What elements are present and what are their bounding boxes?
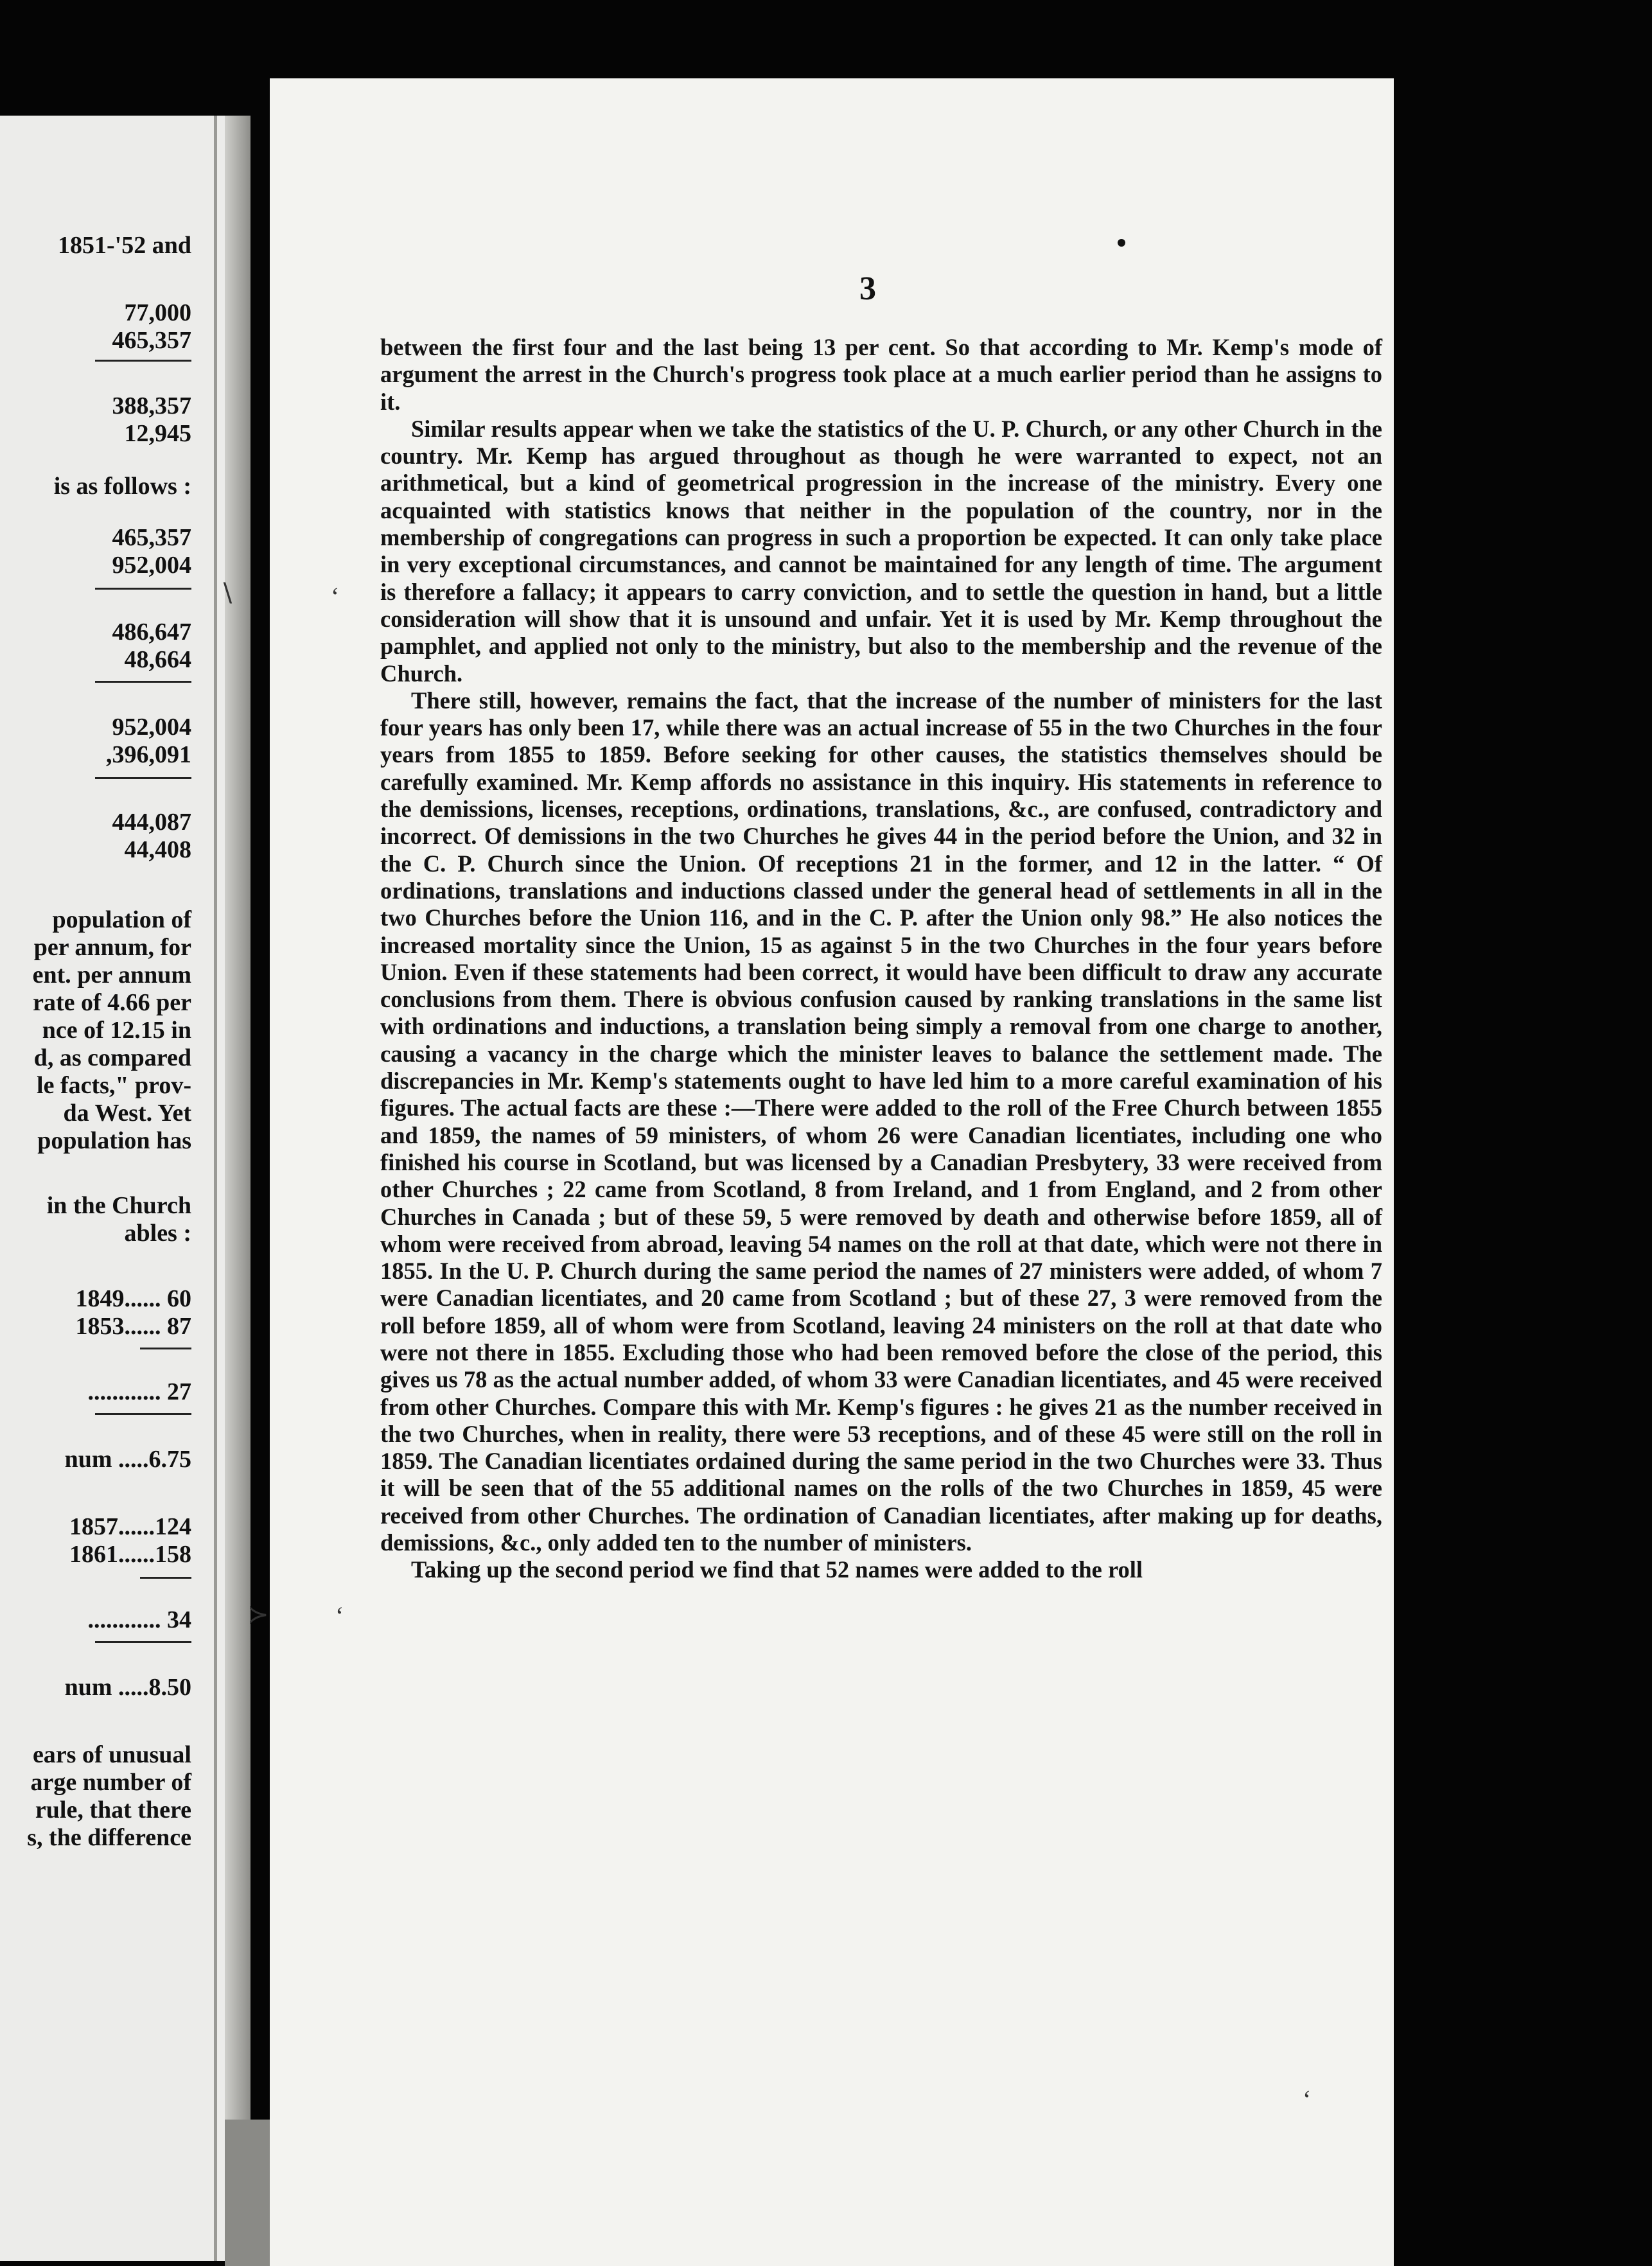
left-page-text-line: 486,647 bbox=[112, 619, 191, 646]
left-page-text-line: population has bbox=[37, 1127, 191, 1154]
left-page-text-line: population of bbox=[52, 906, 191, 933]
left-page-text-line: 388,357 bbox=[112, 392, 191, 419]
left-page-text-line: da West. Yet bbox=[63, 1100, 191, 1127]
ink-mark: ≻ bbox=[247, 1600, 269, 1629]
paragraph: between the first four and the last being 13 per cent. So that according to Mr. Kemp's mode of argument the arrest in the Church's progress took place at a much earlier period than he assigns to it. bbox=[380, 334, 1382, 415]
left-page-text-line: 465,357 bbox=[112, 524, 191, 551]
left-page-text-line: 952,004 bbox=[112, 714, 191, 741]
paragraph: Taking up the second period we find that 52 names were added to the roll bbox=[411, 1556, 1143, 1583]
ink-speck bbox=[1118, 239, 1125, 247]
page-edge-line bbox=[214, 116, 217, 2261]
left-page-text-line: 77,000 bbox=[124, 299, 191, 326]
left-page-rule bbox=[95, 681, 191, 683]
ink-mark: ‘ bbox=[335, 1601, 344, 1630]
left-page-text-line: le facts," prov- bbox=[37, 1072, 191, 1099]
ink-mark: ∖ bbox=[218, 579, 235, 608]
left-page-rule bbox=[95, 360, 191, 362]
left-page-text-line: nce of 12.15 in bbox=[42, 1017, 191, 1044]
left-page-text-line: ears of unusual bbox=[32, 1741, 191, 1768]
book-gutter bbox=[225, 116, 250, 2261]
left-page-rule bbox=[95, 1641, 191, 1643]
ink-mark: ‘ bbox=[331, 582, 340, 611]
left-page-text-line: ables : bbox=[124, 1220, 191, 1247]
left-page-text-line: 12,945 bbox=[124, 420, 191, 447]
left-page-text-line: 44,408 bbox=[124, 836, 191, 863]
left-page-rule bbox=[140, 1577, 191, 1579]
left-page-rule bbox=[95, 1413, 191, 1415]
ink-mark: ‘ bbox=[1303, 2085, 1312, 2114]
left-page-text-line: d, as compared bbox=[33, 1044, 191, 1071]
left-page-text-line: 1857......124 bbox=[69, 1513, 191, 1540]
left-page-rule bbox=[95, 588, 191, 590]
left-page-text-line: 465,357 bbox=[112, 327, 191, 354]
left-page-text-line: s, the difference bbox=[27, 1824, 191, 1851]
left-page-text-line: 48,664 bbox=[124, 646, 191, 673]
left-page-text-line: arge number of bbox=[30, 1769, 191, 1796]
left-page-text-line: 1849...... 60 bbox=[75, 1285, 191, 1312]
left-page-text-line: per annum, for bbox=[33, 934, 191, 961]
left-page-text-line: in the Church bbox=[46, 1192, 191, 1219]
left-page-text-line: num .....8.50 bbox=[64, 1674, 191, 1701]
left-page-text-line: 1853...... 87 bbox=[75, 1313, 191, 1340]
left-page-text-line: ,396,091 bbox=[106, 741, 191, 768]
left-page-text-line: is as follows : bbox=[53, 473, 191, 500]
left-page-text-line: ent. per annum bbox=[32, 962, 191, 988]
paragraph: There still, however, remains the fact, that the increase of the number of ministers for the last four years has only been 17, while there was an actual increase of 55 in the two Churches in the four years from 1855 to 1859. Before seeking for other causes, the statistics themselves should be carefully examined. Mr. Kemp affords no assistance in this inquiry. His statements in reference to the demissions, licenses, receptions, ordinations, translations, &c., are confused, contradictory and incorrect. Of demissions in the two Churches he gives 44 in the period before the Union, and 32 in the C. P. Church since the Union. Of receptions 21 in the former, and 12 in the latter. “ Of ordinations, translations and inductions classed under the general head of settlements in all in the two Churches before the Union 116, and in the C. P. after the Union only 98.” He also notices the increased mortality since the Union, 15 as against 5 in the two Churches in the four years before Union. Even if these statements had been correct, it would have been difficult to draw any accurate conclusions from them. There is obvious confusion caused by ranking translations in the same list with ordinations and inductions, a translation being simply a removal from one charge to another, causing a vacancy in the charge which the minister leaves to balance the settlement made. The discrepancies in Mr. Kemp's statements ought to have led him to a more careful examination of his figures. The actual facts are these :—There were added to the roll of the Free Church between 1855 and 1859, the names of 59 ministers, of whom 26 were Canadian licentiates, including one who finished his course in Scotland, but was licensed by a Canadian Presbytery, 33 were received from other Churches ; 22 came from Scotland, 8 from Ireland, and 1 from England, and 2 from other Churches in Canada ; but of these 59, 5 were removed by death and otherwise before 1859, all of whom were received from abroad, leaving 54 names on the roll at that date, which were not there in 1855. In the U. P. Church during the same period the names of 27 ministers were added, of whom 7 were Canadian licentiates, and 20 came from Scotland ; but of these 27, 3 were removed from the roll before 1859, all of whom were from Scotland, leaving 24 ministers on the roll at that date who were not there in 1855. Excluding those who had been removed before the close of the period, this gives us 78 as the actual number added, of whom 33 were Canadian licentiates, and 45 were received from other Churches. Compare this with Mr. Kemp's figures : he gives 21 as the number received in the two Churches, when in reality, there were 53 receptions, and of these 45 were still on the roll in 1859. The Canadian licentiates ordained during the same period in the two Churches were 33. Thus it will be seen that of the 55 additional names on the rolls of the two Churches in 1859, 45 were received from other Churches. The ordination of Canadian licentiates, after making up for deaths, demissions, &c., only added ten to the number of ministers. bbox=[380, 687, 1382, 1556]
left-page-text-line: ............ 27 bbox=[87, 1378, 191, 1405]
left-page-rule bbox=[140, 1348, 191, 1349]
left-page-text-line: ............ 34 bbox=[87, 1606, 191, 1633]
left-page-text-line: 1851-'52 and bbox=[58, 232, 191, 259]
page-number: 3 bbox=[859, 270, 876, 307]
left-page-text-line: rule, that there bbox=[35, 1796, 191, 1823]
left-page-text-line: 952,004 bbox=[112, 552, 191, 579]
left-page-text-line: 1861......158 bbox=[69, 1541, 191, 1568]
left-page-text-line: 444,087 bbox=[112, 809, 191, 836]
left-page-text-line: num .....6.75 bbox=[64, 1446, 191, 1473]
paragraph: Similar results appear when we take the statistics of the U. P. Church, or any other Church in the country. Mr. Kemp has argued throughout as though he were warranted to expect, not an arithmetical, but a kind of geometrical progression in the increase of the ministry. Every one acquainted with statistics knows that neither in the population of the country, nor in the membership of congregations can progress in such a proportion be expected. It can only take place in very exceptional circumstances, and cannot be maintained for any length of time. The argument is therefore a fallacy; it appears to carry conviction, and to settle the question in hand, but a little consideration will show that it is unsound and unfair. Yet it is used by Mr. Kemp throughout the pamphlet, and applied not only to the ministry, but also to the membership and the revenue of the Church. bbox=[380, 415, 1382, 687]
previous-page-edge bbox=[0, 116, 250, 2261]
left-page-rule bbox=[95, 777, 191, 779]
page-body bbox=[380, 334, 1382, 1584]
left-page-text-line: rate of 4.66 per bbox=[33, 989, 191, 1016]
